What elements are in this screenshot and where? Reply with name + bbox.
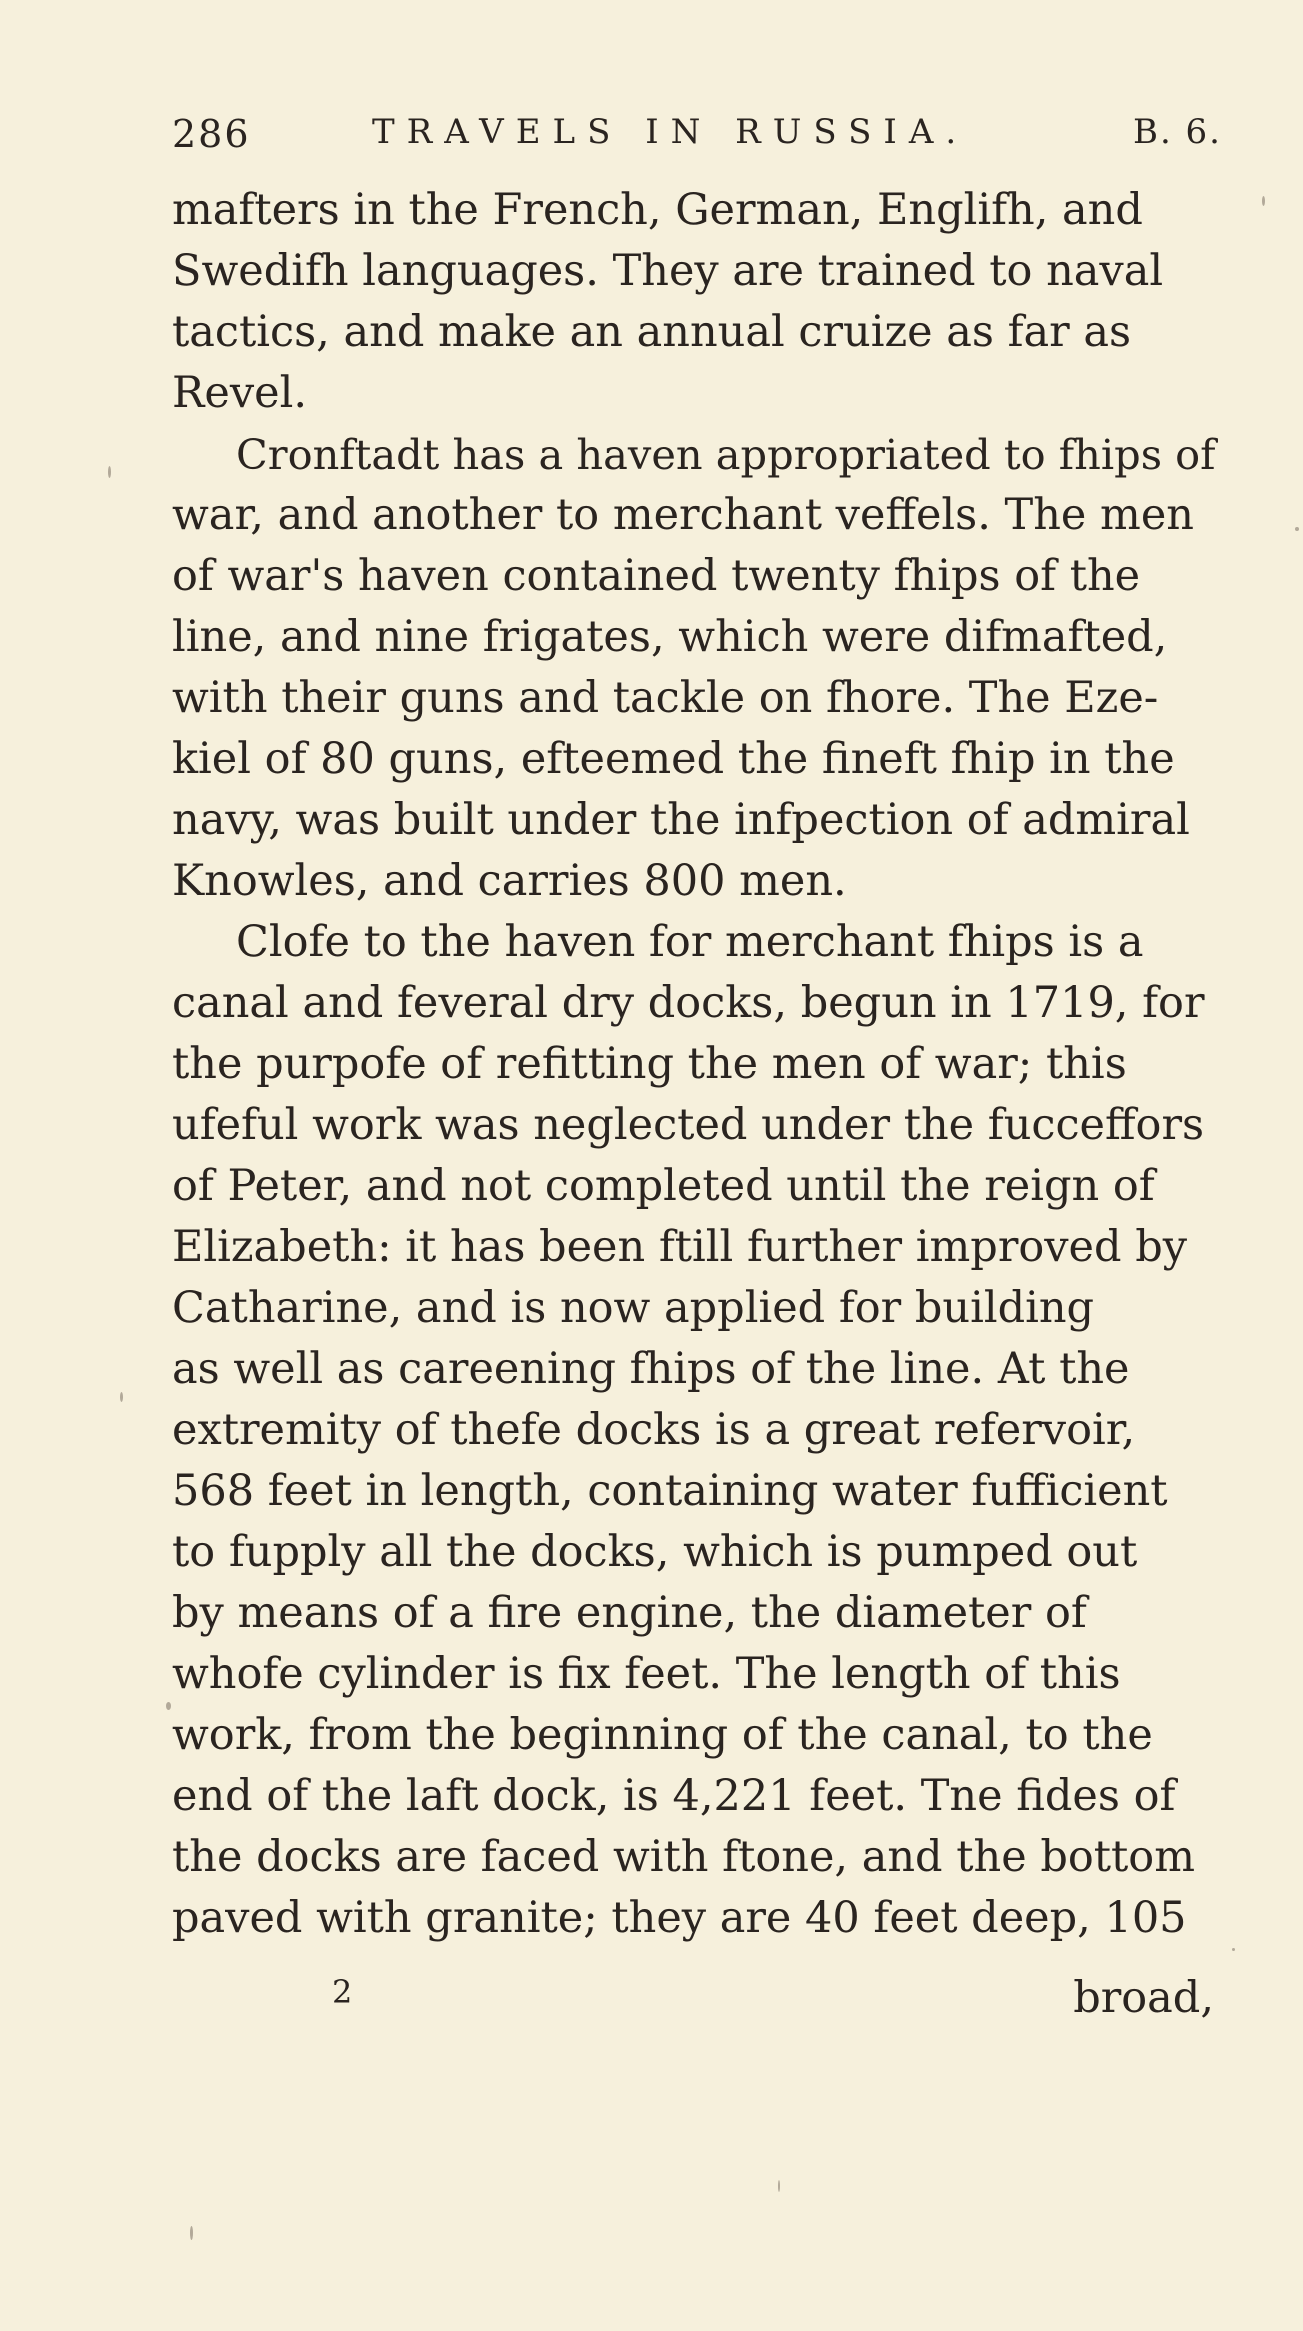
- text-line: war, and another to merchant veffels. The men: [172, 490, 1194, 540]
- paper-speck: [108, 466, 111, 478]
- text-line: 568 feet in length, containing water fufficient: [172, 1466, 1168, 1516]
- paper-speck: [1262, 196, 1265, 206]
- paragraph-first-line: Clofe to the haven for merchant fhips is a: [236, 917, 1144, 967]
- signature-mark: 2: [332, 1973, 353, 2011]
- text-line: the purpofe of refitting the men of war; this: [172, 1039, 1127, 1089]
- text-line: as well as careening fhips of the line. At the: [172, 1344, 1130, 1394]
- text-line: end of the laft dock, is 4,221 feet. Tne fides of: [172, 1771, 1176, 1821]
- text-line: canal and feveral dry docks, begun in 1719, for: [172, 978, 1205, 1028]
- text-line: Elizabeth: it has been ftill further improved by: [172, 1222, 1188, 1272]
- text-line: navy, was built under the infpection of admiral: [172, 795, 1190, 845]
- text-line: of Peter, and not completed until the reign of: [172, 1161, 1155, 1211]
- paper-speck: [1232, 1948, 1235, 1951]
- text-line: Catharine, and is now applied for building: [172, 1283, 1095, 1333]
- paper-speck: [778, 2180, 780, 2192]
- text-line: the docks are faced with ftone, and the bottom: [172, 1832, 1195, 1882]
- page-number: 286: [172, 112, 251, 156]
- catchword: broad,: [1073, 1973, 1214, 2023]
- text-line: extremity of thefe docks is a great refervoir,: [172, 1405, 1136, 1455]
- text-line: by means of a fire engine, the diameter of: [172, 1588, 1087, 1638]
- text-line: Revel.: [172, 368, 307, 418]
- running-head: [172, 112, 1222, 162]
- paper-speck: [120, 1392, 123, 1402]
- text-line: tactics, and make an annual cruize as far as: [172, 307, 1132, 357]
- body-text: [172, 180, 1222, 1949]
- text-line: kiel of 80 guns, efteemed the fineft fhip in the: [172, 734, 1175, 784]
- book-reference: B. 6.: [1132, 112, 1222, 152]
- text-line: Swedifh languages. They are trained to naval: [172, 246, 1164, 296]
- paper-speck: [190, 2226, 193, 2240]
- text-line: line, and nine frigates, which were difmafted,: [172, 612, 1168, 662]
- text-line: mafters in the French, German, Englifh, and: [172, 185, 1143, 235]
- text-line: work, from the beginning of the canal, to the: [172, 1710, 1153, 1760]
- paper-speck: [1295, 527, 1299, 531]
- text-line: to fupply all the docks, which is pumped out: [172, 1527, 1138, 1577]
- text-line: ufeful work was neglected under the fucceffors: [172, 1100, 1205, 1150]
- text-line: paved with granite; they are 40 feet deep, 105: [172, 1893, 1187, 1943]
- paper-speck: [166, 1702, 171, 1710]
- text-line: of war's haven contained twenty fhips of the: [172, 551, 1141, 601]
- text-line: with their guns and tackle on fhore. The Eze-: [172, 673, 1159, 723]
- page-footer: [172, 1973, 1222, 2034]
- text-line: whofe cylinder is fix feet. The length of this: [172, 1649, 1121, 1699]
- text-line: Knowles, and carries 800 men.: [172, 856, 847, 906]
- paragraph-first-line: Cronftadt has a haven appropriated to fhips of: [236, 430, 1216, 479]
- running-title: TRAVELS IN RUSSIA.: [372, 112, 969, 152]
